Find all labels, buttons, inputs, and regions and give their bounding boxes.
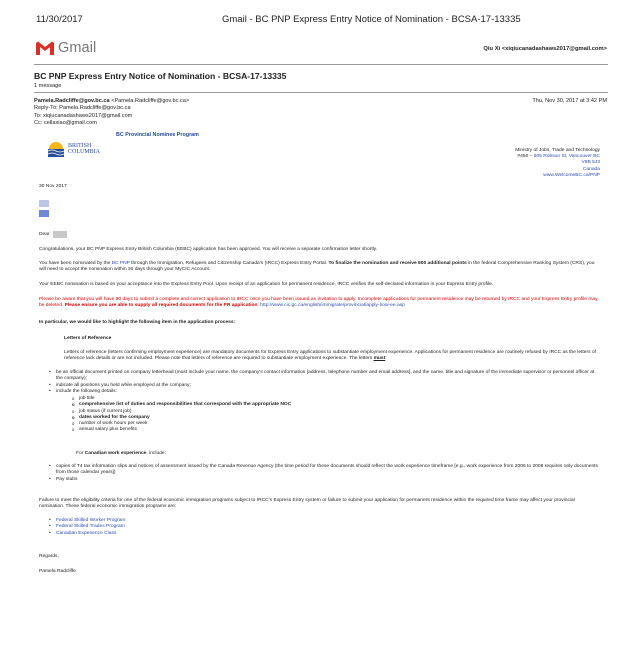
list-item: o number of work hours per week bbox=[72, 421, 291, 427]
paragraph-eebc: Your EEBC nomination is based on your acceptance into the Express Entry Pool. Upon receipt of an application for permanent residence, IRCC verifies the self-declared information in your Express Entry profile. bbox=[39, 282, 494, 287]
list-item bbox=[49, 531, 599, 537]
salutation bbox=[39, 231, 67, 238]
gmail-wordmark: Gmail bbox=[58, 40, 97, 56]
message-count: 1 message bbox=[34, 83, 62, 89]
message-date: Thu, Nov 30, 2017 at 3:42 PM bbox=[532, 98, 607, 104]
print-title: Gmail - BC PNP Express Entry Notice of Nomination - BCSA-17-13335 bbox=[222, 14, 521, 25]
sender-name: Pamela.Radcliffe@gov.bc.ca bbox=[34, 98, 110, 104]
website-link[interactable]: www.WelcomeBC.ca/PNP bbox=[543, 172, 600, 178]
suite-number: #450 – bbox=[517, 154, 534, 160]
divider bbox=[34, 64, 608, 65]
postal-code: V6B 5J3 bbox=[581, 160, 600, 166]
reply-to: Reply-To: Pamela.Radcliffe@gov.bc.ca bbox=[34, 105, 131, 112]
details-list bbox=[72, 396, 291, 434]
sender-address: <Pamela.Radcliffe@gov.bc.ca> bbox=[111, 98, 190, 104]
canadian-experience-heading: For Canadian work experience, include: bbox=[76, 451, 166, 456]
gmail-logo bbox=[35, 40, 96, 56]
fstp-link[interactable]: Federal Skilled Trades Program bbox=[56, 524, 125, 530]
paragraph-highlight: In particular, we would like to highlight the following item in the application process: bbox=[39, 320, 236, 325]
list-item: • copies of T4 tax information slips and notices of assessment issued by the Canada Revenue Agency (the time period for these documents should reflect the work experience timeframe [e.g., work experience from 2006 to 2008 requires only documents from those calendar years]) bbox=[49, 464, 599, 477]
recipient-to: To: xiqiucanadashaws2017@gmail.com bbox=[34, 112, 133, 119]
letter-requirements-list bbox=[49, 370, 599, 395]
cec-link[interactable]: Canadian Experience Class bbox=[56, 530, 117, 536]
ministry-address bbox=[515, 148, 600, 179]
fswp-link[interactable]: Federal Skilled Worker Program bbox=[56, 518, 126, 523]
list-item: o dates worked for the company bbox=[72, 415, 291, 421]
list-item: • include the following details: bbox=[49, 389, 599, 395]
signature: Pamela Radcliffe bbox=[39, 569, 76, 574]
paragraph-letters: Letters of reference (letters confirming employment experience) are mandatory documents for Express Entry applications to substantiate employment experience. Applications for permanent residence are routinely refused by IRCC as the letters of reference lack details or are not included. Please note that letters of reference are required to substantiate employment experience. The letters must: bbox=[64, 350, 596, 362]
redacted-name bbox=[53, 231, 67, 238]
list-item: • indicate all positions you held while employed at the company; bbox=[49, 383, 599, 389]
paragraph-failure: Failure to meet the eligibility criteria for one of the federal economic immigration programs subject to IRCC’s Express Entry system or failure to submit your application for permanent residence within the required time frame may affect your provincial nomination. These federal economic immigration programs are: bbox=[39, 498, 575, 510]
closing: Regards, bbox=[39, 554, 59, 559]
bcpnp-link[interactable]: BC PNP bbox=[111, 261, 130, 266]
dear-text: Dear bbox=[39, 232, 50, 237]
letters-heading: Letters of Reference bbox=[64, 336, 112, 341]
list-item: o annual salary plus benefits bbox=[72, 427, 291, 433]
federal-programs-list bbox=[49, 518, 599, 537]
paragraph-nominated: You have been nominated by the BC PNP through the Immigration, Refugees and Citizenship Canada’s (IRCC) Express Entry Portal. To finalize the nomination and receive 600 additional points in the federal Comprehensive Ranking System (CRS), you will need to accept the nomination within 30 days through your MyCIC Account. bbox=[39, 261, 595, 273]
bc-logo bbox=[47, 138, 111, 158]
print-date: 11/30/2017 bbox=[36, 14, 83, 25]
list-item: o job status (if current job) bbox=[72, 409, 291, 415]
list-item: o job title bbox=[72, 396, 291, 402]
print-header bbox=[0, 14, 640, 28]
divider bbox=[34, 92, 608, 93]
street-address: 605 Robson St, Vancouver BC bbox=[533, 154, 600, 160]
email-subject: BC PNP Express Entry Notice of Nomination - BCSA-17-13335 bbox=[34, 71, 287, 81]
list-item: o comprehensive list of duties and responsibilities that correspond with the appropriate NOC bbox=[72, 402, 291, 408]
gmail-m-icon bbox=[35, 40, 55, 56]
logo-text-british: BRITISH bbox=[68, 143, 92, 149]
paragraph-warning: Please be aware that you will have 90 days to submit a complete and correct application to IRCC once you have been issued an invitation to apply. Incomplete applications for permanent residence may be returned by IRCC and your Express Entry profile may be deleted. Please ensure you are able to supply all required documents for the PR application: http://www.cic.gc.ca/english/immigrate/provincial/apply-how-ee.asp bbox=[39, 297, 598, 309]
logo-text-columbia: COLUMBIA bbox=[68, 149, 101, 155]
program-label: BC Provincial Nominee Program bbox=[116, 132, 199, 138]
message-headers bbox=[34, 98, 189, 128]
paragraph-approved: Congratulations, your BC PNP Express Entry British Columbia (EEBC) application has been approved. You will receive a separate confirmation letter shortly. bbox=[39, 247, 378, 252]
ministry-name: Ministry of Jobs, Trade and Technology bbox=[515, 148, 600, 153]
redacted-block bbox=[39, 200, 49, 207]
redacted-block bbox=[39, 210, 49, 217]
account-identity: Qiu Xi <xiqiucanadashaws2017@gmail.com> bbox=[483, 46, 607, 52]
letter-date: 30 Nov 2017 bbox=[39, 184, 67, 189]
recipient-cc: Cc: cellaxiao@gmail.com bbox=[34, 120, 97, 127]
country: Canada bbox=[582, 166, 600, 172]
cic-link[interactable]: http://www.cic.gc.ca/english/immigrate/provincial/apply-how-ee.asp bbox=[260, 303, 405, 309]
list-item: • Pay stubs bbox=[49, 477, 599, 483]
canadian-documents-list bbox=[49, 464, 599, 483]
list-item: • be an official document printed on company letterhead (must include your name, the company’s contact information [address, telephone number and email address], and the name, title and signature of the immediate supervisor or personnel officer at the company); bbox=[49, 370, 599, 383]
